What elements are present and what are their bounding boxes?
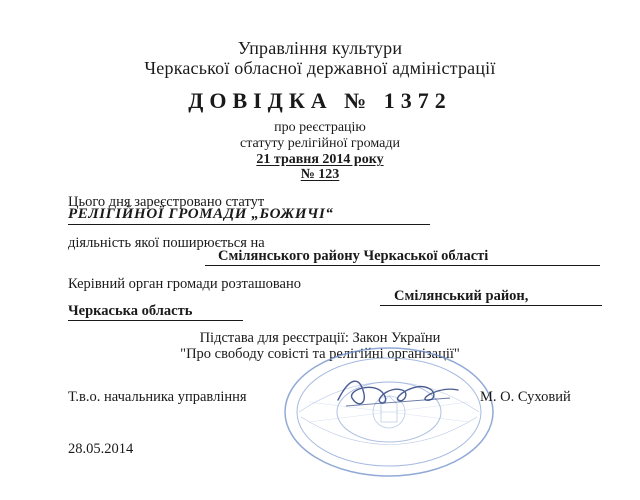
location-value-1: Смілянський район, xyxy=(394,288,529,304)
issuer-line-2: Черкаської обласної державної адміністрації xyxy=(144,58,496,78)
subtitle-line-1: про реєстрацію xyxy=(274,120,366,135)
location-underline-1 xyxy=(380,305,602,306)
subtitle-line-2: статуту релігійної громади xyxy=(240,136,400,151)
scope-underline xyxy=(205,265,600,266)
signatory-name: М. О. Суховий xyxy=(480,389,571,405)
signatory-position: Т.в.о. начальника управління xyxy=(68,389,247,405)
scope-value: Смілянського району Черкаської області xyxy=(218,248,489,264)
scope-label: діяльність якої поширюється на xyxy=(68,235,265,251)
signature-scribble xyxy=(330,372,470,412)
issue-date: 28.05.2014 xyxy=(68,441,134,457)
issuer-line-1: Управління культури xyxy=(237,38,403,58)
organization-name: РЕЛІГІЙНОЇ ГРОМАДИ „БОЖИЧІ“ xyxy=(68,206,334,222)
basis-line-1: Підстава для реєстрації: Закон України xyxy=(199,330,441,346)
location-label: Керівний орган громади розташовано xyxy=(68,276,301,292)
location-value-2: Черкаська область xyxy=(68,303,193,319)
organization-underline xyxy=(68,224,430,225)
registration-intro: Цього дня зареєстровано статут xyxy=(68,194,265,210)
registration-date: 21 травня 2014 року xyxy=(256,152,384,167)
basis-line-2: "Про свободу совісті та релігійні організації" xyxy=(180,346,460,362)
document-title: ДОВІДКА № 1372 xyxy=(188,88,452,113)
registration-number: № 123 xyxy=(300,167,340,182)
official-stamp xyxy=(279,342,499,482)
location-underline-2 xyxy=(68,320,243,321)
